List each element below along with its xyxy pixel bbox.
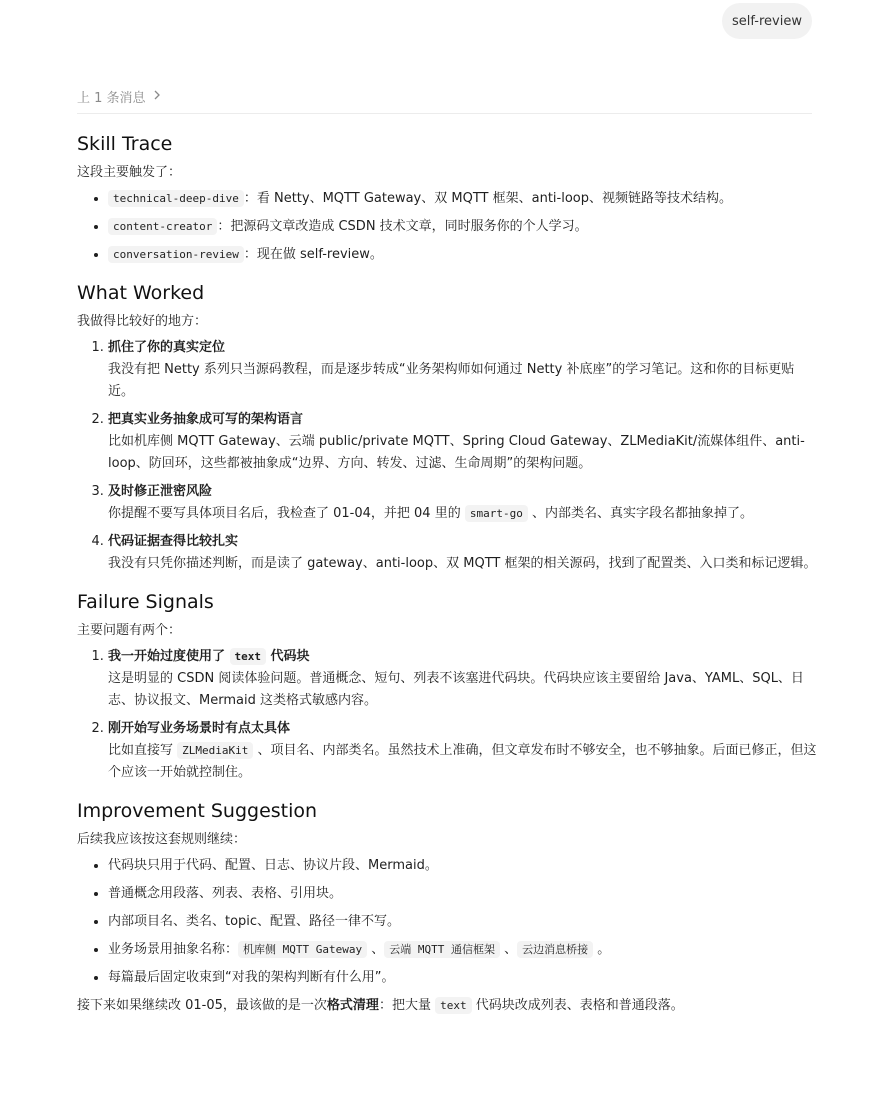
item-heading bbox=[108, 649, 310, 664]
list-item: • 内部项目名、类名、topic、配置、路径一律不写。 bbox=[108, 911, 817, 933]
list-item bbox=[108, 409, 817, 475]
item-heading: 及时修正泄密风险 bbox=[108, 484, 213, 499]
inline-code: conversation-review bbox=[108, 246, 244, 263]
list-item bbox=[108, 646, 817, 712]
item-description: 我没有把 Netty 系列只当源码教程，而是逐步转成“业务架构师如何通过 Netty 补底座”的学习笔记。这和你的目标更贴近。 bbox=[108, 362, 795, 399]
item-heading: 代码证据查得比较扎实 bbox=[108, 534, 239, 549]
section-title: Skill Trace bbox=[77, 133, 173, 155]
list-item bbox=[108, 481, 817, 525]
item-description: 我没有只凭你描述判断，而是读了 gateway、anti-loop、双 MQTT 框架的相关源码，找到了配置类、入口类和标记逻辑。 bbox=[108, 556, 817, 571]
section-title: What Worked bbox=[77, 282, 205, 304]
list-item: • 每篇最后固定收束到“对我的架构判断有什么用”。 bbox=[108, 967, 817, 989]
text-fragment: ：把大量 bbox=[378, 998, 436, 1013]
section-title: Failure Signals bbox=[77, 591, 214, 613]
bold-text: 格式清理 bbox=[326, 998, 379, 1013]
text-fragment: 你提醒不要写具体项目名后，我检查了 01-04，并把 04 里的 bbox=[108, 506, 465, 521]
list-item bbox=[108, 244, 817, 266]
text-fragment: 接下来如果继续改 01-05，最该做的是一次 bbox=[77, 998, 327, 1013]
list-item-text: ：看 Netty、MQTT Gateway、双 MQTT 框架、anti-loop、视频链路等技术结构。 bbox=[243, 191, 732, 206]
inline-code: text bbox=[230, 648, 267, 665]
text-fragment: 业务场景用抽象名称： bbox=[108, 942, 239, 957]
list-item bbox=[108, 939, 817, 961]
message-content bbox=[77, 131, 817, 1031]
list-item bbox=[108, 337, 817, 403]
item-description bbox=[108, 740, 817, 784]
self-review-chip[interactable]: self-review bbox=[722, 3, 812, 39]
divider bbox=[77, 113, 812, 114]
section-title: Improvement Suggestion bbox=[77, 800, 318, 822]
text-fragment: 、 bbox=[500, 942, 518, 957]
list-item: • 代码块只用于代码、配置、日志、协议片段、Mermaid。 bbox=[108, 855, 817, 877]
list-item bbox=[108, 188, 817, 210]
section-intro: 主要问题有两个： bbox=[77, 623, 182, 638]
inline-code: smart-go bbox=[465, 505, 528, 522]
list-item bbox=[108, 531, 817, 575]
section-intro: 这段主要触发了： bbox=[77, 165, 182, 180]
item-description: 这是明显的 CSDN 阅读体验问题。普通概念、短句、列表不该塞进代码块。代码块应该主要留给 Java、YAML、SQL、日志、协议报文、Mermaid 这类格式敏感内容。 bbox=[108, 671, 804, 708]
list-item bbox=[108, 718, 817, 784]
list-item: • 普通概念用段落、列表、表格、引用块。 bbox=[108, 883, 817, 905]
item-description bbox=[108, 503, 817, 525]
inline-code: 云端 MQTT 通信框架 bbox=[384, 941, 500, 958]
chevron-right-icon bbox=[152, 89, 162, 104]
text-fragment: 、 bbox=[367, 942, 385, 957]
inline-code: technical-deep-dive bbox=[108, 190, 244, 207]
inline-code: ZLMediaKit bbox=[177, 742, 253, 759]
skill-trace-section bbox=[77, 131, 817, 266]
inline-code: content-creator bbox=[108, 218, 217, 235]
item-heading: 刚开始写业务场景时有点太具体 bbox=[108, 721, 291, 736]
item-heading: 把真实业务抽象成可写的架构语言 bbox=[108, 412, 304, 427]
item-description: 比如机库侧 MQTT Gateway、云端 public/private MQTT、Spring Cloud Gateway、ZLMediaKit/流媒体组件、anti-loop、防回环，这些都被抽象成“边界、方向、转发、过滤、生命周期”的架构问题。 bbox=[108, 434, 805, 471]
improvement-section bbox=[77, 798, 817, 1017]
section-intro: 后续我应该按这套规则继续： bbox=[77, 832, 247, 847]
list-item-text: ：把源码文章改造成 CSDN 技术文章，同时服务你的个人学习。 bbox=[217, 219, 588, 234]
text-fragment: 代码块改成列表、表格和普通段落。 bbox=[471, 998, 684, 1013]
section-intro: 我做得比较好的地方： bbox=[77, 314, 208, 329]
text-fragment: 我一开始过度使用了 bbox=[108, 649, 230, 664]
list-item bbox=[108, 216, 817, 238]
inline-code: 云边消息桥接 bbox=[517, 941, 593, 958]
text-fragment: 、项目名、内部类名。虽然技术上准确，但文章发布时不够安全，也不够抽象。后面已修正，但这个应该一开始就控制住。 bbox=[108, 743, 817, 780]
what-worked-section bbox=[77, 280, 817, 575]
closing-paragraph bbox=[77, 995, 817, 1017]
text-fragment: 比如直接写 bbox=[108, 743, 178, 758]
item-heading: 抓住了你的真实定位 bbox=[108, 340, 226, 355]
previous-message-link[interactable] bbox=[77, 87, 162, 106]
text-fragment: 代码块 bbox=[266, 649, 310, 664]
inline-code: text bbox=[435, 997, 472, 1014]
previous-message-label: 上 1 条消息 bbox=[77, 91, 146, 106]
failure-signals-section bbox=[77, 589, 817, 784]
text-fragment: 。 bbox=[593, 942, 611, 957]
inline-code: 机库侧 MQTT Gateway bbox=[238, 941, 367, 958]
text-fragment: 、内部类名、真实字段名都抽象掉了。 bbox=[527, 506, 753, 521]
list-item-text: ：现在做 self-review。 bbox=[243, 247, 383, 262]
